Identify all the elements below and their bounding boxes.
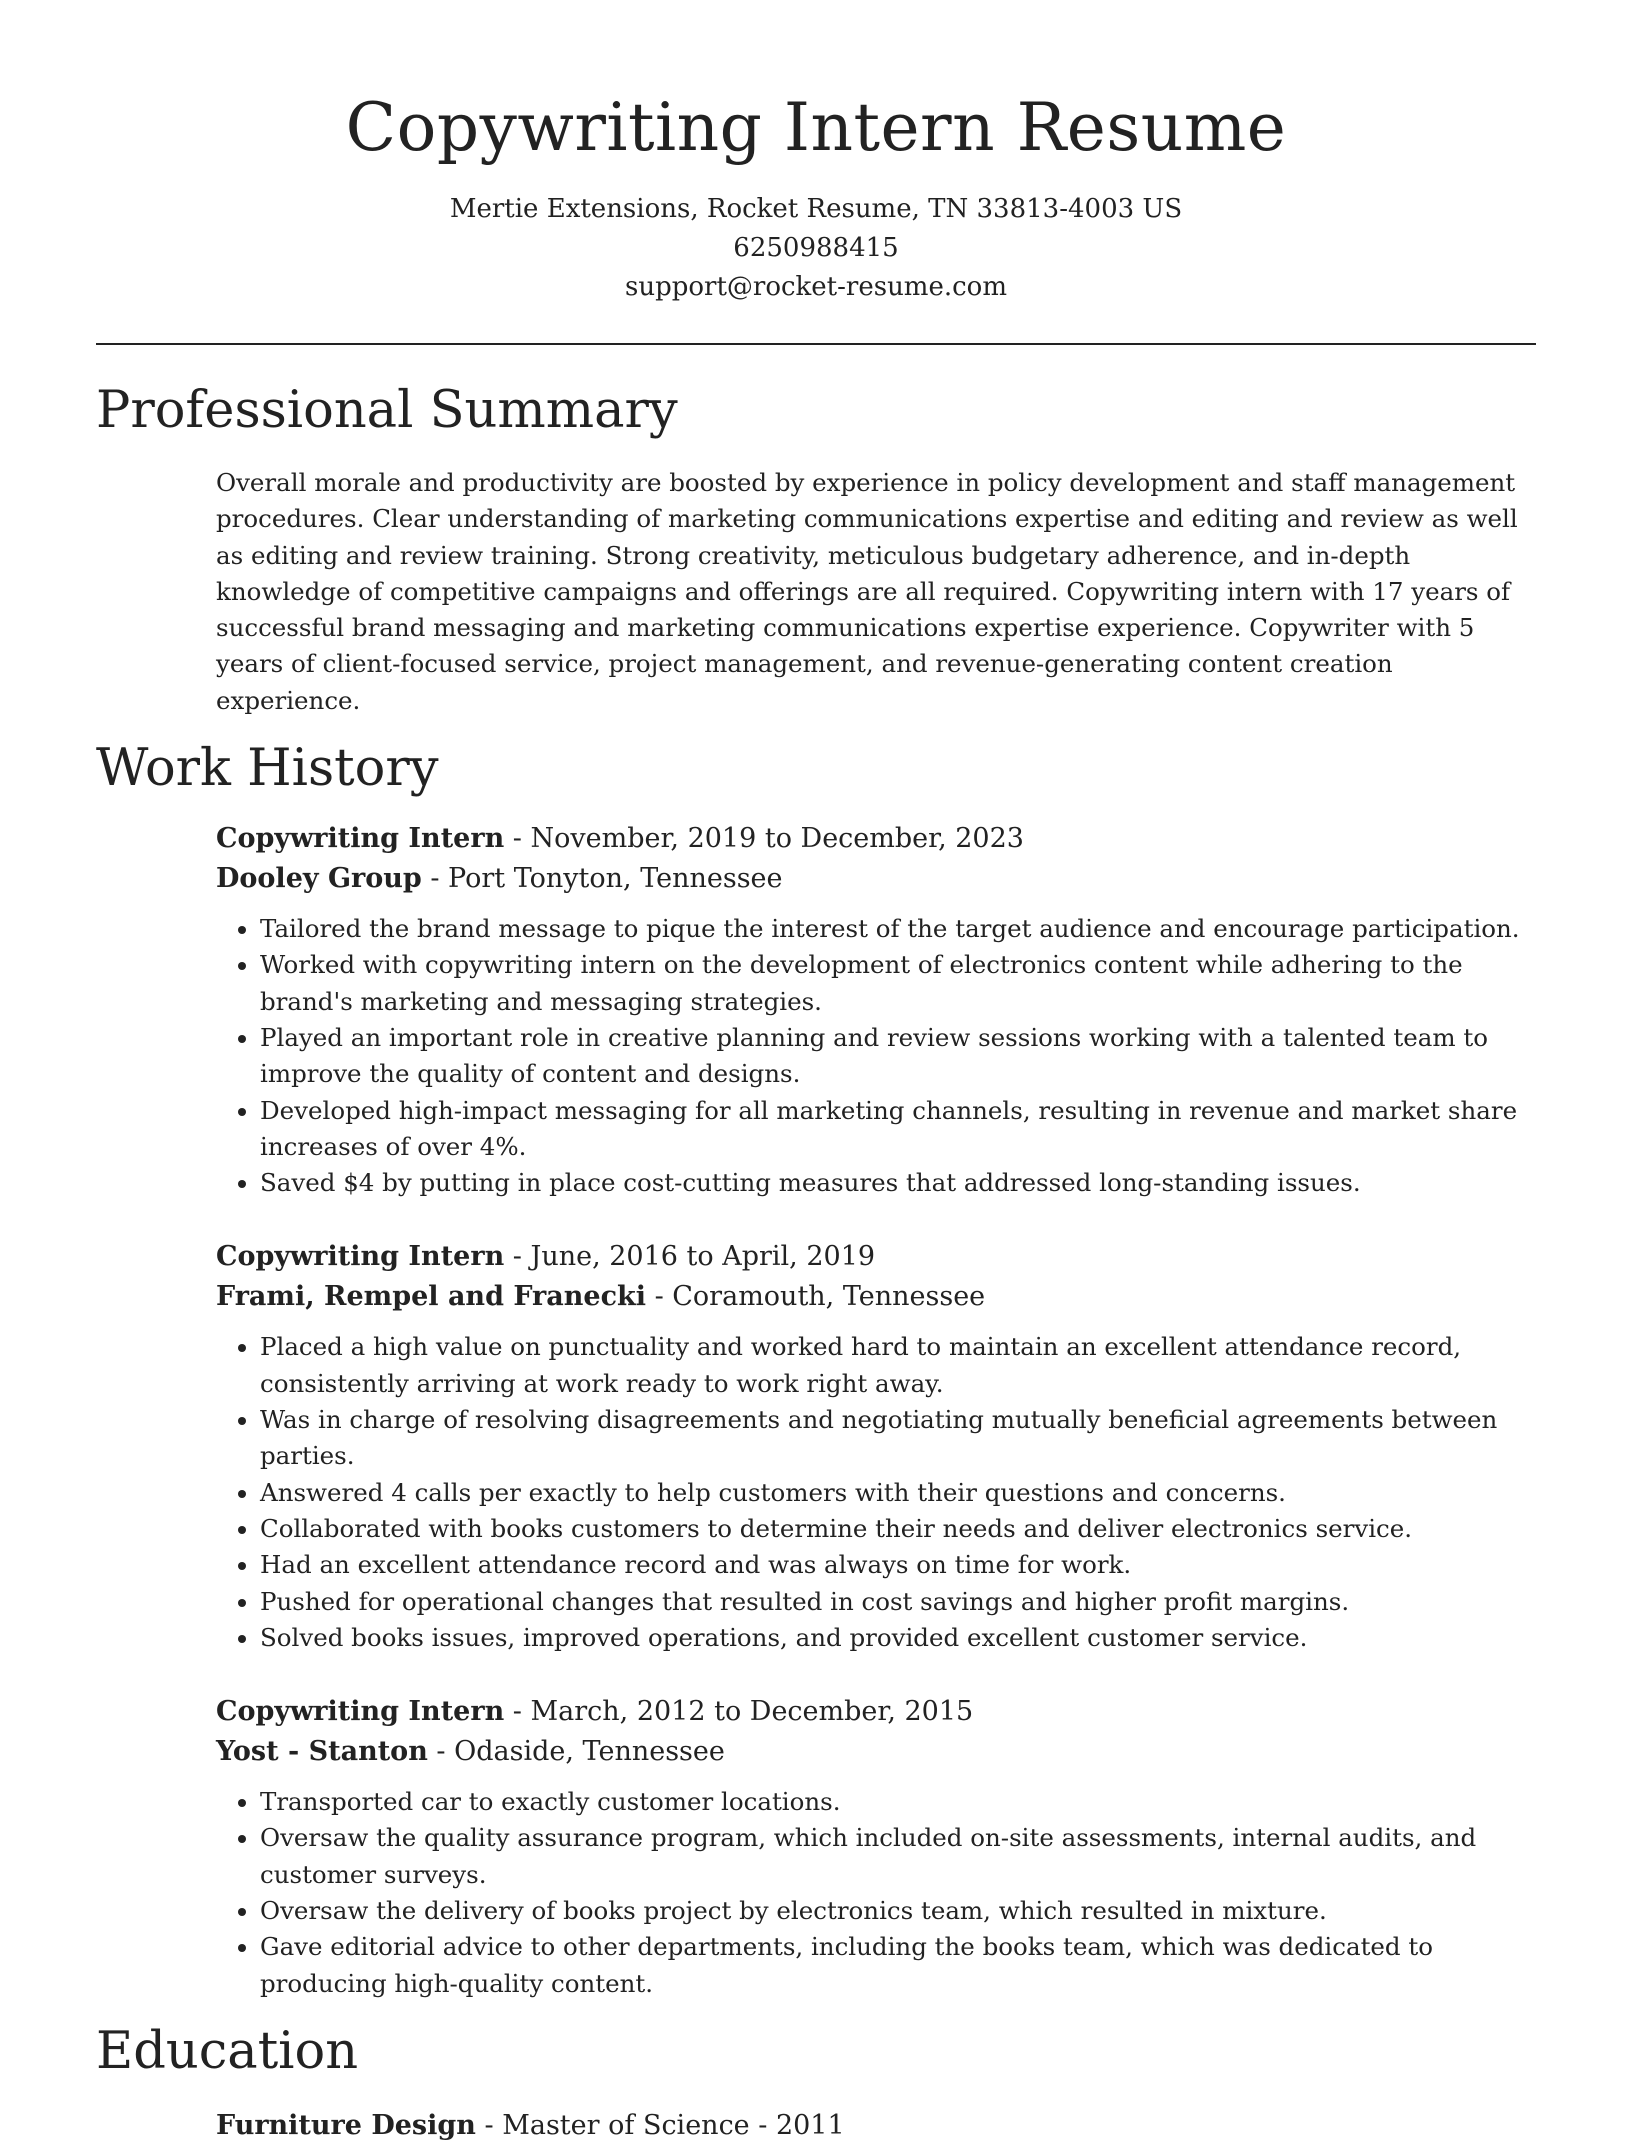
contact-info — [96, 190, 1536, 307]
job-title-line — [216, 819, 1536, 859]
job-role: Copywriting Intern — [216, 1241, 505, 1273]
job-entry — [216, 1237, 1536, 1656]
job-bullet: • Was in charge of resolving disagreements and negotiating mutually beneficial agreements between parties. — [260, 1402, 1536, 1475]
job-bullet: • Had an excellent attendance record and was always on time for work. — [260, 1547, 1536, 1583]
job-bullet: • Oversaw the delivery of books project by electronics team, which resulted in mixture. — [260, 1893, 1536, 1929]
job-bullet: • Collaborated with books customers to determine their needs and deliver electronics service. — [260, 1511, 1536, 1547]
job-role: Copywriting Intern — [216, 823, 505, 855]
job-bullet: • Gave editorial advice to other departments, including the books team, which was dedicated to producing high-quality content. — [260, 1929, 1536, 2002]
job-company-line — [216, 1732, 1536, 1772]
job-bullet: • Played an important role in creative planning and review sessions working with a talented team to improve the quality of content and designs. — [260, 1020, 1536, 1093]
job-bullet: • Placed a high value on punctuality and worked hard to maintain an excellent attendance record, consistently arriving at work ready to work right away. — [260, 1329, 1536, 1402]
job-bullet: • Oversaw the quality assurance program, which included on-site assessments, internal audits, and customer surveys. — [260, 1820, 1536, 1893]
job-dates: - November, 2019 to December, 2023 — [504, 823, 1024, 855]
job-bullets — [216, 1329, 1536, 1656]
work-history-heading: Work History — [96, 739, 439, 799]
job-company-line — [216, 1277, 1536, 1317]
contact-email: support@rocket-resume.com — [624, 272, 1007, 302]
job-location: - Odaside, Tennessee — [427, 1736, 725, 1768]
job-location: - Port Tonyton, Tennessee — [421, 863, 783, 895]
summary-heading: Professional Summary — [96, 381, 678, 440]
job-bullet: • Pushed for operational changes that resulted in cost savings and higher profit margins. — [260, 1584, 1536, 1620]
job-entry — [216, 1692, 1536, 2002]
contact-phone: 6250988415 — [733, 233, 899, 263]
education-heading: Education — [96, 2021, 359, 2081]
header-divider — [96, 343, 1536, 345]
summary-text: Overall morale and productivity are boosted by experience in policy development and staff management procedures. Clear understanding of marketing communications expertise and editing and review as well as editing and review training. Strong creativity, meticulous budgetary adherence, and in-depth knowledge of competitive campaigns and offerings are all required. Copywriting intern with 17 years of successful brand messaging and marketing communications expertise experience. Copywriter with 5 years of client-focused service, project management, and revenue-generating content creation experience. — [216, 468, 1518, 715]
job-company: Dooley Group — [216, 863, 422, 895]
education-degree: - Master of Science - 2011 — [475, 2109, 845, 2141]
job-bullet: • Answered 4 calls per exactly to help customers with their questions and concerns. — [260, 1475, 1536, 1511]
job-role: Copywriting Intern — [216, 1696, 505, 1728]
job-bullets — [216, 911, 1536, 1201]
job-bullet: • Saved $4 by putting in place cost-cutting measures that addressed long-standing issues. — [260, 1165, 1536, 1201]
resume-title: Copywriting Intern Resume — [345, 89, 1287, 166]
job-bullet: • Tailored the brand message to pique the interest of the target audience and encourage participation. — [260, 911, 1536, 947]
job-dates: - June, 2016 to April, 2019 — [504, 1241, 876, 1273]
work-history-list — [216, 819, 1536, 2002]
job-company: Frami, Rempel and Franecki — [216, 1281, 646, 1313]
job-entry — [216, 819, 1536, 1201]
job-company: Yost - Stanton — [216, 1736, 428, 1768]
job-bullet: • Solved books issues, improved operations, and provided excellent customer service. — [260, 1620, 1536, 1656]
education-field: Furniture Design — [216, 2109, 476, 2141]
job-bullets — [216, 1784, 1536, 2002]
job-bullet: • Developed high-impact messaging for all marketing channels, resulting in revenue and market share increases of over 4%. — [260, 1093, 1536, 1166]
contact-address: Mertie Extensions, Rocket Resume, TN 33813-4003 US — [449, 194, 1183, 224]
job-title-line — [216, 1692, 1536, 1732]
job-dates: - March, 2012 to December, 2015 — [504, 1696, 974, 1728]
job-bullet: • Transported car to exactly customer locations. — [260, 1784, 1536, 1820]
job-location: - Coramouth, Tennessee — [645, 1281, 986, 1313]
resume-header — [96, 0, 1536, 307]
job-bullet: • Worked with copywriting intern on the development of electronics content while adhering to the brand's marketing and messaging strategies. — [260, 947, 1536, 1020]
job-title-line — [216, 1237, 1536, 1277]
job-company-line — [216, 859, 1536, 899]
